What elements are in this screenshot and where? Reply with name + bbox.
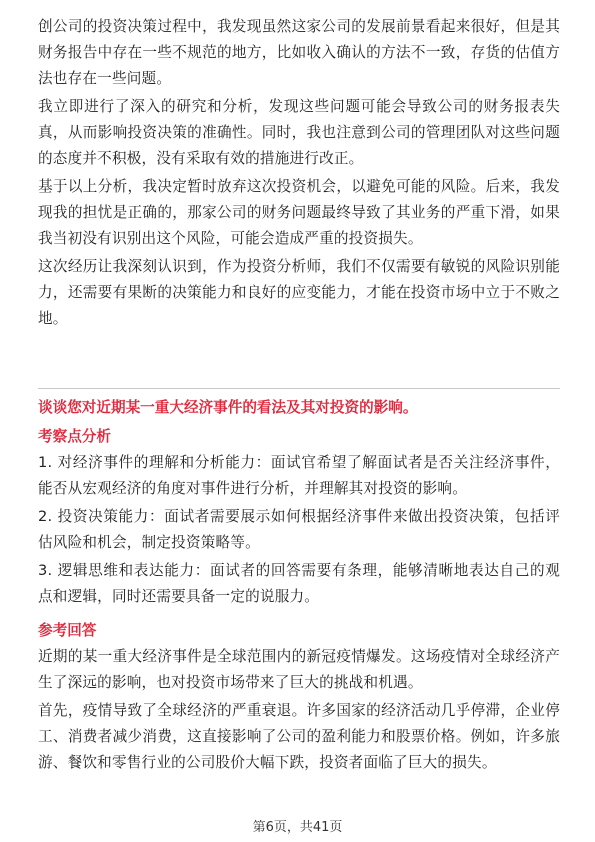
section-divider [38,388,560,389]
analysis-item: 1. 对经济事件的理解和分析能力：面试官希望了解面试者是否关注经济事件，能否从宏观经济的角度对事件进行分析，并理解其对投资的影响。 [38,454,560,497]
paragraph: 基于以上分析，我决定暂时放弃这次投资机会，以避免可能的风险。后来，我发现我的担忧是正确的，那家公司的财务问题最终导致了其业务的严重下滑，如果我当初没有识别出这个风险，可能会造成严重的投资损失。 [38,178,560,247]
paragraph: 我立即进行了深入的研究和分析，发现这些问题可能会导致公司的财务报表失真，从而影响投资决策的准确性。同时，我也注意到公司的管理团队对这些问题的态度并不积极，没有采取有效的措施进行改正。 [38,98,560,167]
answer-paragraph: 近期的某一重大经济事件是全球范围内的新冠疫情爆发。这场疫情对全球经济产生了深远的影响，也对投资市场带来了巨大的挑战和机遇。 [38,648,560,691]
question-heading: 谈谈您对近期某一重大经济事件的看法及其对投资的影响。 [38,399,418,416]
paragraph: 创公司的投资决策过程中，我发现虽然这家公司的发展前景看起来很好，但是其财务报告中存在一些不规范的地方，比如收入确认的方法不一致，存货的估值方法也存在一些问题。 [38,18,560,87]
top-section [38,14,560,332]
page-number: 第6页，共41页 [252,820,343,835]
analysis-label: 考察点分析 [38,428,111,445]
analysis-item: 2. 投资决策能力：面试者需要展示如何根据经济事件来做出投资决策，包括评估风险和机会，制定投资策略等。 [38,508,560,551]
analysis-item: 3. 逻辑思维和表达能力：面试者的回答需要有条理，能够清晰地表达自己的观点和逻辑，同时还需要具备一定的说服力。 [38,562,560,605]
paragraph: 这次经历让我深刻认识到，作为投资分析师，我们不仅需要有敏锐的风险识别能力，还需要有果断的决策能力和良好的应变能力，才能在投资市场中立于不败之地。 [38,258,560,327]
answer-label: 参考回答 [38,622,97,639]
answer-paragraph: 首先，疫情导致了全球经济的严重衰退。许多国家的经济活动几乎停滞，企业停工、消费者减少消费，这直接影响了公司的盈利能力和股票价格。例如，许多旅游、餐饮和零售行业的公司股价大幅下跌，投资者面临了巨大的损失。 [38,702,560,771]
qa-section [38,395,560,776]
